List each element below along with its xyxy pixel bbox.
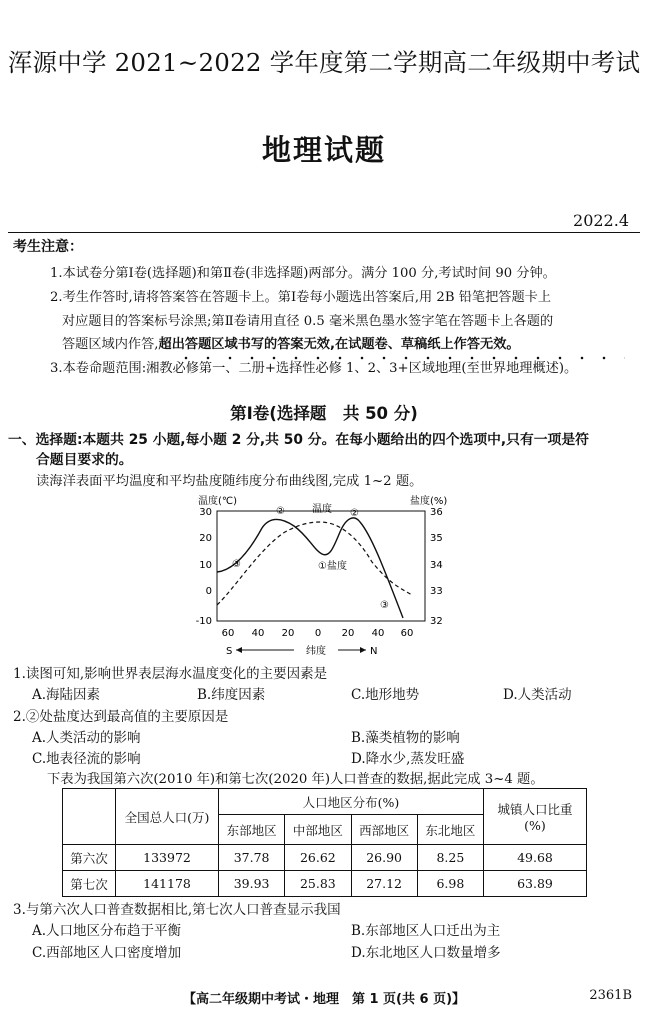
right-tick: 35: [430, 533, 443, 544]
section-instruction: 一、选择题:本题共 25 小题,每小题 2 分,共 50 分。在每小题给出的四个选项中,只有一项是符: [8, 432, 589, 448]
x-right-label: N: [370, 646, 378, 657]
x-tick: 40: [371, 628, 385, 639]
q1-option-b[interactable]: B.纬度因素: [197, 687, 266, 703]
x-tick: 60: [221, 628, 235, 639]
x-arrow-right-head: [360, 647, 366, 653]
row-label: 第七次: [63, 871, 116, 897]
notice-item-3: 3.本卷命题范围:湘教必修第一、二册+选择性必修 1、2、3+区域地理(至世界地理概述)。: [50, 361, 578, 376]
x-arrow-left-head: [236, 647, 242, 653]
paper-code: 2361B: [589, 988, 632, 1003]
right-tick: 32: [430, 616, 443, 627]
table-row: [63, 871, 587, 897]
notice-warning: 超出答题区域书写的答案无效,在试题卷、草稿纸上作答无效。: [158, 337, 520, 352]
notice-item-2-cont: 对应题目的答案标号涂黑;第Ⅱ卷请用直径 0.5 毫米黑色墨水签字笔在答题卡上各题的: [62, 314, 554, 329]
x-tick: 0: [314, 628, 322, 639]
q3-option-b[interactable]: B.东部地区人口迁出为主: [351, 923, 501, 939]
right-tick: 36: [430, 507, 443, 518]
x-left-label: S: [226, 646, 233, 657]
left-tick: -10: [195, 616, 212, 627]
question-1-stem: 1.读图可知,影响世界表层海水温度变化的主要因素是: [13, 666, 328, 682]
right-tick: 33: [430, 586, 443, 597]
q1-option-a[interactable]: A.海陆因素: [32, 687, 101, 703]
cell-west: 27.12: [351, 871, 417, 897]
row-label: 第六次: [63, 845, 116, 871]
cell-total: 141178: [116, 871, 219, 897]
cell-northeast: 8.25: [417, 845, 483, 871]
q3-option-d[interactable]: D.东北地区人口数量增多: [351, 945, 501, 961]
temperature-label: 温度: [312, 504, 332, 515]
lead-q3-4: 下表为我国第六次(2010 年)和第七次(2020 年)人口普查的数据,据此完成 3~4 题。: [47, 772, 544, 787]
header-east: 东部地区: [219, 815, 285, 845]
part1-title: 第Ⅰ卷(选择题 共 50 分): [230, 404, 418, 423]
header-total-pop: 全国总人口(万): [116, 789, 219, 845]
q1-option-d[interactable]: D.人类活动: [503, 687, 572, 703]
temperature-salinity-chart: [190, 488, 460, 660]
header-central: 中部地区: [285, 815, 351, 845]
marker-3-right: ③: [380, 600, 389, 611]
cell-west: 26.90: [351, 845, 417, 871]
right-tick: 34: [430, 560, 443, 571]
x-tick: 20: [341, 628, 355, 639]
notice-title: 考生注意：: [13, 239, 83, 255]
left-tick: 20: [199, 533, 212, 544]
cell-east: 39.93: [219, 871, 285, 897]
x-tick: 20: [281, 628, 295, 639]
table-row: [63, 845, 587, 871]
marker-3-left: ③: [232, 559, 241, 570]
header-northeast: 东北地区: [417, 815, 483, 845]
q2-option-d[interactable]: D.降水少,蒸发旺盛: [351, 751, 465, 767]
cell-urban: 49.68: [484, 845, 587, 871]
subject-title: 地理试题: [261, 133, 386, 167]
right-axis-label: 盐度(%): [410, 496, 448, 507]
q3-option-c[interactable]: C.西部地区人口密度增加: [32, 945, 182, 961]
header-divider: [8, 232, 640, 233]
notice-item-2-cont2: [62, 333, 520, 352]
cell-east: 37.78: [219, 845, 285, 871]
left-axis-label: 温度(℃): [198, 496, 238, 507]
marker-2-right: ②: [350, 508, 359, 519]
q1-option-c[interactable]: C.地形地势: [351, 687, 420, 703]
temperature-curve: [217, 522, 412, 605]
question-3-stem: 3.与第六次人口普查数据相比,第七次人口普查显示我国: [13, 902, 341, 918]
notice-item-2: 2.考生作答时,请将答案答在答题卡上。第Ⅰ卷每小题选出答案后,用 2B 铅笔把答题卡上: [50, 290, 552, 305]
section-instruction-cont: 合题目要求的。: [36, 452, 133, 468]
q2-option-c[interactable]: C.地表径流的影响: [32, 751, 141, 767]
salinity-curve: [217, 518, 403, 618]
header-urban-line2: (%): [524, 818, 546, 833]
table-corner: [63, 789, 116, 845]
q3-option-a[interactable]: A.人口地区分布趋于平衡: [32, 923, 182, 939]
left-tick: 10: [199, 560, 212, 571]
left-tick: 30: [199, 507, 212, 518]
exam-date: 2022.4: [573, 211, 629, 230]
q2-option-b[interactable]: B.藻类植物的影响: [351, 730, 460, 746]
lead-q1-2: 读海洋表面平均温度和平均盐度随纬度分布曲线图,完成 1~2 题。: [36, 474, 423, 489]
cell-northeast: 6.98: [417, 871, 483, 897]
salinity-label: ①盐度: [318, 561, 347, 572]
page-footer: 【高二年级期中考试・地理 第 1 页(共 6 页)】: [182, 992, 466, 1007]
notice-item-1: 1.本试卷分第Ⅰ卷(选择题)和第Ⅱ卷(非选择题)两部分。满分 100 分,考试时间 90 分钟。: [50, 266, 556, 281]
exam-school-title: 浑源中学 2021~2022 学年度第二学期高二年级期中考试: [7, 48, 641, 77]
x-tick: 60: [400, 628, 414, 639]
header-west: 西部地区: [351, 815, 417, 845]
census-table: [62, 788, 587, 897]
cell-central: 25.83: [285, 871, 351, 897]
x-tick: 40: [251, 628, 265, 639]
left-tick: 0: [205, 586, 212, 597]
question-2-stem: 2.②处盐度达到最高值的主要原因是: [13, 709, 229, 725]
header-distribution: 人口地区分布(%): [219, 789, 484, 815]
cell-central: 26.62: [285, 845, 351, 871]
cell-urban: 63.89: [484, 871, 587, 897]
header-urban: [484, 789, 587, 845]
header-urban-line1: 城镇人口比重: [497, 802, 573, 817]
notice-item-2-text: 答题区域内作答,: [62, 337, 159, 352]
cell-total: 133972: [116, 845, 219, 871]
x-axis-label: 纬度: [306, 646, 326, 657]
q2-option-a[interactable]: A.人类活动的影响: [32, 730, 141, 746]
marker-2-left: ②: [276, 506, 285, 517]
